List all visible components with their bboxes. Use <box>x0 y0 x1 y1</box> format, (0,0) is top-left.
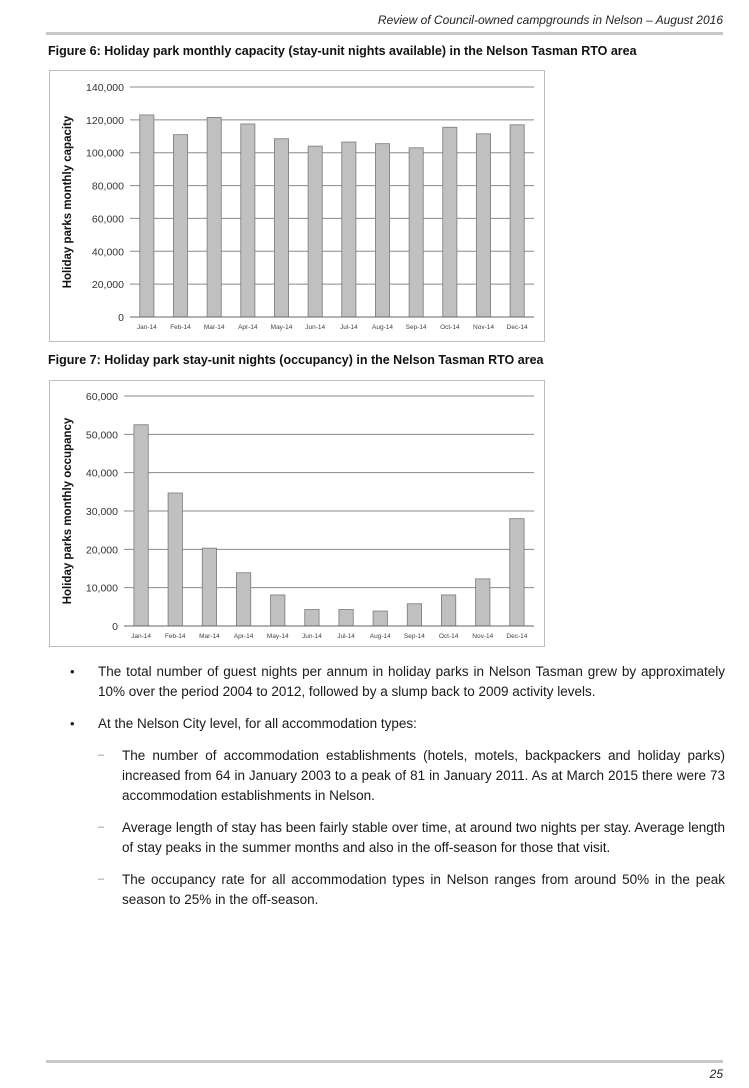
bar <box>407 604 421 626</box>
bar <box>441 595 455 626</box>
y-tick-label: 120,000 <box>86 114 124 127</box>
y-tick-label: 0 <box>118 312 124 324</box>
sub-item <box>48 746 725 806</box>
bar <box>241 124 255 317</box>
figure-7-chart <box>49 380 545 647</box>
bar <box>339 610 353 626</box>
bullet-text: The total number of guest nights per annum in holiday parks in Nelson Tasman grew by approximately 10% over the period 2004 to 2012, followed by a slump back to 2009 activity levels. <box>98 664 725 699</box>
bullet-marker: • <box>70 664 75 679</box>
bar <box>140 115 154 317</box>
sub-text: Average length of stay has been fairly stable over time, at around two nights per stay. Average length of stay peaks in the summer months and also in the off-season for those that visit. <box>122 820 725 855</box>
bar <box>202 548 216 626</box>
y-tick-label: 20,000 <box>91 279 124 292</box>
bar <box>173 135 187 317</box>
x-tick-label: Mar-14 <box>199 633 220 640</box>
dash-marker: – <box>98 749 105 761</box>
y-tick-label: 80,000 <box>91 180 124 193</box>
dash-marker: – <box>98 821 105 833</box>
x-tick-label: May-14 <box>266 633 289 640</box>
x-tick-label: Jul-14 <box>339 324 358 331</box>
sub-item <box>48 818 725 858</box>
sub-text: The number of accommodation establishments (hotels, motels, backpackers and holiday parks) increased from 64 in January 2003 to a peak of 81 in January 2011. As at March 2015 there were 73 accommodation establishments in Nelson. <box>122 748 725 803</box>
y-axis-title: Holiday parks monthly occupancy <box>62 417 74 605</box>
dash-marker: – <box>98 873 105 885</box>
y-tick-label: 50,000 <box>85 429 118 442</box>
x-tick-label: Mar-14 <box>203 324 225 331</box>
bar <box>207 117 221 317</box>
figure-7-caption: Figure 7: Holiday park stay-unit nights (occupancy) in the Nelson Tasman RTO area <box>48 353 544 367</box>
y-tick-label: 20,000 <box>85 544 118 557</box>
bar <box>274 139 288 317</box>
bar <box>342 142 356 317</box>
y-tick-label: 0 <box>112 621 118 633</box>
bar <box>373 611 387 626</box>
bar <box>409 148 423 317</box>
x-tick-label: Sep-14 <box>405 324 427 331</box>
x-tick-label: Feb-14 <box>170 324 191 331</box>
x-tick-label: Oct-14 <box>438 633 459 640</box>
y-axis-title: Holiday parks monthly capacity <box>62 115 74 289</box>
y-tick-label: 60,000 <box>85 391 118 403</box>
header-rule <box>46 32 723 35</box>
y-tick-label: 60,000 <box>91 213 124 226</box>
sub-text: The occupancy rate for all accommodation types in Nelson ranges from around 50% in the peak season to 25% in the off-season. <box>122 872 725 907</box>
y-tick-label: 40,000 <box>85 467 118 480</box>
document-header: Review of Council-owned campgrounds in Nelson – August 2016 <box>377 13 723 27</box>
x-tick-label: Jan-14 <box>131 633 152 640</box>
bar <box>510 125 524 317</box>
bar <box>308 146 322 317</box>
footer-rule <box>46 1060 723 1063</box>
figure-6-chart <box>49 70 545 342</box>
x-tick-label: Apr-14 <box>233 633 254 640</box>
x-tick-label: Jun-14 <box>301 633 322 640</box>
x-tick-label: Apr-14 <box>238 324 258 331</box>
x-tick-label: Jan-14 <box>136 324 157 331</box>
x-tick-label: Nov-14 <box>473 324 494 331</box>
y-tick-label: 140,000 <box>86 82 124 94</box>
bar <box>134 425 148 626</box>
bar <box>305 610 319 626</box>
x-tick-label: Jul-14 <box>337 633 355 640</box>
x-tick-label: Feb-14 <box>164 633 186 640</box>
bar <box>271 595 285 626</box>
y-tick-label: 10,000 <box>85 582 118 595</box>
occupancy-chart-svg <box>50 381 544 646</box>
bar <box>510 519 524 626</box>
x-tick-label: Nov-14 <box>472 633 494 640</box>
x-tick-label: Dec-14 <box>506 633 528 640</box>
sub-item <box>48 870 725 910</box>
bar <box>443 127 457 317</box>
x-tick-label: Aug-14 <box>372 324 393 331</box>
bar <box>476 134 490 317</box>
bar <box>375 144 389 317</box>
x-tick-label: Oct-14 <box>440 324 460 331</box>
bullet-item <box>48 714 725 734</box>
x-tick-label: Sep-14 <box>403 633 425 640</box>
x-tick-label: Dec-14 <box>506 324 528 331</box>
capacity-chart-svg <box>50 71 544 341</box>
x-tick-label: May-14 <box>270 324 293 331</box>
bullet-marker: • <box>70 716 75 731</box>
x-tick-label: Aug-14 <box>369 633 391 640</box>
x-tick-label: Jun-14 <box>305 324 326 331</box>
y-tick-label: 30,000 <box>85 506 118 518</box>
body-text <box>48 662 725 922</box>
figure-6-caption: Figure 6: Holiday park monthly capacity (stay-unit nights available) in the Nelson Tasman RTO area <box>48 44 637 58</box>
bullet-item <box>48 662 725 702</box>
page-number: 25 <box>709 1067 723 1081</box>
bar <box>236 573 250 626</box>
bar <box>168 493 182 626</box>
bar <box>476 579 490 626</box>
bullet-text: At the Nelson City level, for all accommodation types: <box>98 716 417 731</box>
y-tick-label: 40,000 <box>91 246 124 259</box>
y-tick-label: 100,000 <box>86 147 124 160</box>
